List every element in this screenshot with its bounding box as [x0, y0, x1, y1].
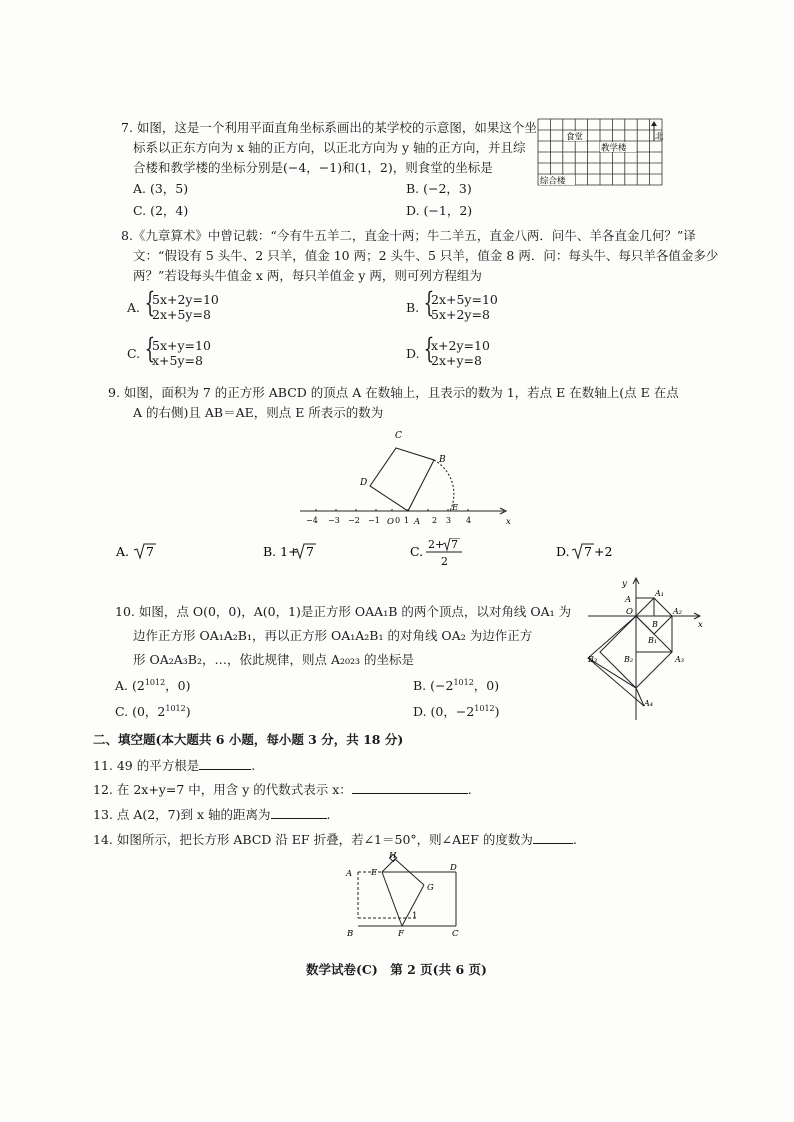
q9-option-c-label: C.: [410, 544, 424, 559]
page-footer: 数学试卷(C) 第 2 页(共 6 页): [306, 962, 487, 977]
q9-tick: 3: [446, 516, 452, 525]
q7-option-d: D. (−1，2): [406, 203, 473, 218]
q9-point-d: D: [360, 478, 368, 488]
q7-north-label: 北: [655, 132, 664, 142]
q8-line-2: 文：“假设有 5 头牛、2 只羊，值金 10 两；2 头牛、5 只羊，值金 8 两．问：每头牛、每只羊各值金多少: [133, 248, 719, 263]
q8-line-1: 8.《九章算术》中曾记载：“今有牛五羊二，直金十两；牛二羊五，直金八两．问牛、羊各直金几何？”译: [121, 228, 696, 243]
q9-option-c-denominator: 2: [441, 555, 448, 568]
q7-option-a: A. (3，5): [133, 181, 189, 196]
q10-nested-squares-figure: [578, 574, 708, 722]
q14-folded-rectangle-figure: [338, 852, 468, 938]
q14-point-e: E: [371, 868, 378, 878]
q10-point-a3: A₃: [675, 655, 684, 664]
q10-option-a: A. ($2^{1012}$，0): [115, 678, 191, 694]
q8-line-3: 两？”若设每头牛值金 x 两，每只羊值金 y 两，则可列方程组为: [133, 268, 482, 283]
q9-tick: 2: [432, 516, 438, 525]
q9-point-o: O: [387, 517, 394, 527]
q9-option-a-label: A.: [116, 544, 130, 559]
q9-tick: 4: [466, 516, 472, 525]
q9-point-b: B: [439, 455, 446, 465]
q8-option-c-label: C.: [127, 346, 141, 361]
q10-option-d: D. (0，$-2^{1012}$): [413, 704, 500, 720]
q9-option-d-label: D.: [556, 544, 570, 559]
q9-tick: 1: [404, 516, 410, 525]
q9-line-1: 9. 如图，面积为 7 的正方形 ABCD 的顶点 A 在数轴上，且表示的数为 1，若点 E 在数轴上(点 E 在点: [108, 385, 679, 400]
q7-teaching-building-label: 教学楼: [601, 143, 627, 154]
q10-line-1: 10. 如图，点 O(0，0)，A(0，1)是正方形 OAA₁B 的两个顶点，以对角线 OA₁ 为: [115, 604, 572, 619]
q8-option-b-eq1: 2x+5y=10: [431, 292, 498, 307]
q10-line-3: 形 OA₂A₃B₂，…，依此规律，则点 A₂₀₂₃ 的坐标是: [133, 652, 415, 667]
q10-point-a: A: [625, 595, 632, 605]
q10-point-b: B: [652, 620, 658, 629]
q14-point-d: D: [450, 863, 457, 873]
q10-point-a1: A₁: [655, 589, 664, 598]
q9-point-c: C: [395, 431, 402, 441]
q9-point-e: E: [452, 503, 459, 513]
q12-text: 12. 在 2x+y=7 中，用含 y 的代数式表示 x：: [93, 782, 352, 797]
q9-point-a: A: [414, 517, 421, 527]
q9-tick: −1: [368, 516, 380, 525]
q12-answer-blank[interactable]: [352, 781, 468, 794]
q10-point-b1: B₁: [648, 636, 658, 645]
q8-option-d-eq2: 2x+y=8: [431, 353, 482, 368]
q8-option-b-eq2: 5x+2y=8: [431, 307, 490, 322]
question-13: 13. 点 A(2，7)到 x 轴的距离为 .: [93, 807, 331, 822]
q9-tick: −2: [348, 516, 360, 525]
q10-option-b: B. ($-2^{1012}$，0): [413, 678, 500, 694]
q14-point-h: H: [389, 852, 397, 861]
q7-line-2: 标系以正东方向为 x 轴的正方向，以正北方向为 y 轴的正方向，并且综: [133, 140, 526, 155]
q14-point-c: C: [452, 929, 459, 938]
q9-tick: 0: [395, 516, 401, 525]
brace-icon: {: [144, 286, 156, 319]
q14-point-b: B: [347, 929, 354, 938]
q10-axis-x: x: [698, 620, 703, 630]
q10-option-c: C. (0，$2^{1012}$): [115, 704, 191, 720]
q10-point-a4: A₄: [644, 699, 653, 708]
q9-tick: −3: [328, 516, 340, 525]
brace-icon: {: [144, 332, 156, 365]
q8-option-c-eq2: x+5y=8: [152, 353, 203, 368]
q14-point-g: G: [427, 883, 434, 893]
q13-text: 13. 点 A(2，7)到 x 轴的距离为: [93, 807, 271, 822]
brace-icon: {: [423, 286, 435, 319]
q8-option-d-eq1: x+2y=10: [431, 338, 490, 353]
q9-line-2: A 的右侧)且 AB＝AE，则点 E 所表示的数为: [133, 405, 384, 420]
q10-point-o: O: [626, 607, 633, 617]
q9-option-b-radicand: 7: [306, 544, 314, 559]
q8-option-a-label: A.: [127, 300, 141, 315]
q11-text: 11. 49 的平方根是: [93, 758, 200, 773]
square-abcd: [370, 448, 434, 511]
q9-option-a-radicand: 7: [146, 544, 154, 559]
q9-option-c-numerator: 2+: [428, 538, 445, 551]
q9-options: [108, 538, 668, 574]
q8-option-c-eq1: 5x+y=10: [152, 338, 211, 353]
q14-text: 14. 如图所示，把长方形 ABCD 沿 EF 折叠，若∠1＝50°，则∠AEF 的度数为: [93, 832, 533, 847]
q10-point-a2: A₂: [673, 607, 682, 616]
q9-option-b-label: B. 1+: [263, 544, 299, 559]
q10-point-b2: B₂: [624, 655, 634, 664]
q14-point-a: A: [346, 869, 353, 879]
q10-point-b3: B₃: [588, 655, 598, 664]
q7-line-1: 7. 如图，这是一个利用平面直角坐标系画出的某学校的示意图，如果这个坐: [121, 120, 537, 135]
q9-axis-x: x: [506, 517, 511, 527]
brace-icon: {: [423, 332, 435, 365]
question-12: 12. 在 2x+y=7 中，用含 y 的代数式表示 x： .: [93, 782, 472, 797]
q7-line-3: 合楼和教学楼的坐标分别是(−4，−1)和(1，2)，则食堂的坐标是: [133, 160, 493, 175]
q7-option-c: C. (2，4): [133, 203, 189, 218]
q7-canteen-label: 食堂: [566, 132, 584, 143]
q9-option-c-radicand: 7: [451, 538, 458, 551]
arc-ab-ae: [434, 460, 454, 511]
q8-option-a-eq1: 5x+2y=10: [152, 292, 219, 307]
q9-option-d-tail: +2: [594, 544, 613, 559]
q7-school-grid-figure: [536, 117, 666, 189]
q8-option-b-label: B.: [406, 300, 420, 315]
question-11: 11. 49 的平方根是 .: [93, 758, 256, 773]
q7-general-building-label: 综合楼: [540, 176, 566, 187]
q9-number-line-figure: [292, 424, 522, 532]
q10-axis-y: y: [622, 579, 627, 589]
q10-line-2: 边作正方形 OA₁A₂B₁，再以正方形 OA₁A₂B₁ 的对角线 OA₂ 为边作正方: [133, 628, 533, 643]
q13-answer-blank[interactable]: [271, 806, 327, 819]
q14-angle-1: 1: [412, 911, 418, 921]
q7-option-b: B. (−2，3): [406, 181, 472, 196]
q8-option-a-eq2: 2x+5y=8: [152, 307, 211, 322]
q11-answer-blank[interactable]: [199, 757, 251, 770]
q8-option-d-label: D.: [406, 346, 420, 361]
q9-option-d-radicand: 7: [584, 544, 592, 559]
question-14: 14. 如图所示，把长方形 ABCD 沿 EF 折叠，若∠1＝50°，则∠AEF 的度数为 .: [93, 832, 577, 847]
q9-tick: −4: [306, 516, 318, 525]
section-2-heading: 二、填空题(本大题共 6 小题，每小题 3 分，共 18 分): [93, 732, 404, 747]
q14-point-f: F: [398, 929, 404, 938]
q14-answer-blank[interactable]: [533, 831, 573, 844]
